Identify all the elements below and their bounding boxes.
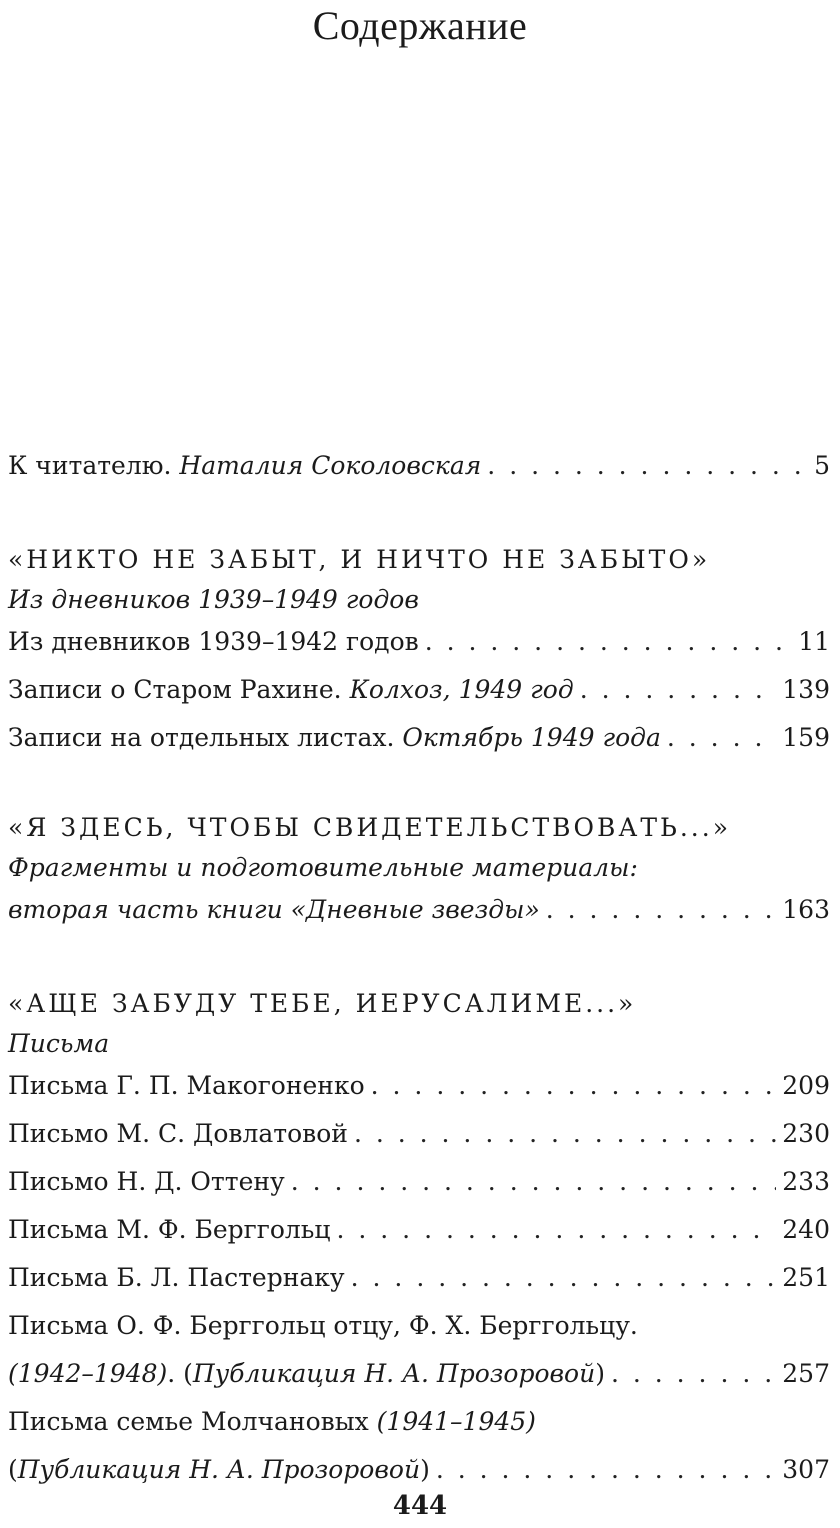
leader-dots — [371, 1062, 777, 1110]
toc-entry-title: Письма Г. П. Макогоненко — [8, 1071, 365, 1100]
toc-page-number: 233 — [782, 1167, 830, 1196]
toc-entry[interactable] — [8, 1254, 830, 1302]
toc-entry-title: Из дневников 1939–1942 годов — [8, 627, 419, 656]
toc-page-number: 159 — [782, 723, 830, 752]
toc-entry-title: Записи о Старом Рахине. Колхоз, 1949 год — [8, 675, 574, 704]
toc-entry[interactable] — [8, 1350, 830, 1398]
leader-dots — [354, 1110, 776, 1158]
toc-entry-title: Письма Б. Л. Пастернаку — [8, 1263, 345, 1292]
section-heading: «Я ЗДЕСЬ, ЧТОБЫ СВИДЕТЕЛЬСТВОВАТЬ...» — [8, 813, 731, 842]
section-subheading: Из дневников 1939–1949 годов — [8, 585, 419, 614]
toc-page-number: 209 — [782, 1071, 830, 1100]
table-of-contents — [8, 442, 830, 1494]
toc-entry[interactable] — [8, 1206, 830, 1254]
toc-page-number: 230 — [782, 1119, 830, 1148]
leader-dots — [351, 1254, 777, 1302]
toc-entry-title: Письма М. Ф. Берггольц — [8, 1215, 331, 1244]
toc-entry[interactable] — [8, 714, 830, 762]
toc-entry-intro[interactable] — [8, 442, 830, 490]
toc-entry-title: Письмо Н. Д. Оттену — [8, 1167, 285, 1196]
toc-entry-title: (Публикация Н. А. Прозоровой) — [8, 1455, 430, 1484]
section-subheading: Письма — [8, 1029, 110, 1058]
leader-dots — [487, 442, 808, 490]
toc-page-number: 307 — [782, 1455, 830, 1484]
toc-entry[interactable] — [8, 886, 830, 934]
toc-entry-author: Наталия Соколовская — [179, 451, 482, 480]
toc-entry-title: (1942–1948). (Публикация Н. А. Прозоровой) — [8, 1359, 605, 1388]
leader-dots — [580, 666, 777, 714]
toc-entry-line[interactable]: Письма семье Молчановых (1941–1945) — [8, 1407, 536, 1436]
toc-page-number: 5 — [814, 451, 830, 480]
section-heading: «АЩЕ ЗАБУДУ ТЕБЕ, ИЕРУСАЛИМЕ...» — [8, 989, 637, 1018]
leader-dots — [546, 886, 777, 934]
leader-dots — [425, 618, 792, 666]
toc-entry-title: Записи на отдельных листах. Октябрь 1949 года — [8, 723, 661, 752]
page-title: Содержание — [312, 3, 528, 48]
toc-page-number: 251 — [782, 1263, 830, 1292]
toc-page-number: 257 — [782, 1359, 830, 1388]
leader-dots — [337, 1206, 777, 1254]
toc-entry[interactable] — [8, 618, 830, 666]
toc-entry-title: Письмо М. С. Довлатовой — [8, 1119, 348, 1148]
toc-entry-title: вторая часть книги «Дневные звезды» — [8, 895, 540, 924]
toc-entry[interactable] — [8, 1158, 830, 1206]
leader-dots — [667, 714, 776, 762]
toc-entry[interactable] — [8, 1062, 830, 1110]
page-number: 444 — [392, 1491, 448, 1521]
toc-entry[interactable] — [8, 666, 830, 714]
toc-entry-line[interactable]: Письма О. Ф. Берггольц отцу, Ф. Х. Берггольцу. — [8, 1311, 638, 1340]
toc-page-number: 139 — [782, 675, 830, 704]
toc-page-number: 11 — [798, 627, 830, 656]
section-subheading: Фрагменты и подготовительные материалы: — [8, 853, 638, 882]
leader-dots — [611, 1350, 776, 1398]
toc-page-number: 163 — [782, 895, 830, 924]
section-heading: «НИКТО НЕ ЗАБЫТ, И НИЧТО НЕ ЗАБЫТО» — [8, 545, 711, 574]
toc-page-number: 240 — [782, 1215, 830, 1244]
toc-entry[interactable] — [8, 1110, 830, 1158]
toc-entry-title: К читателю. Наталия Соколовская — [8, 451, 482, 480]
leader-dots — [291, 1158, 777, 1206]
